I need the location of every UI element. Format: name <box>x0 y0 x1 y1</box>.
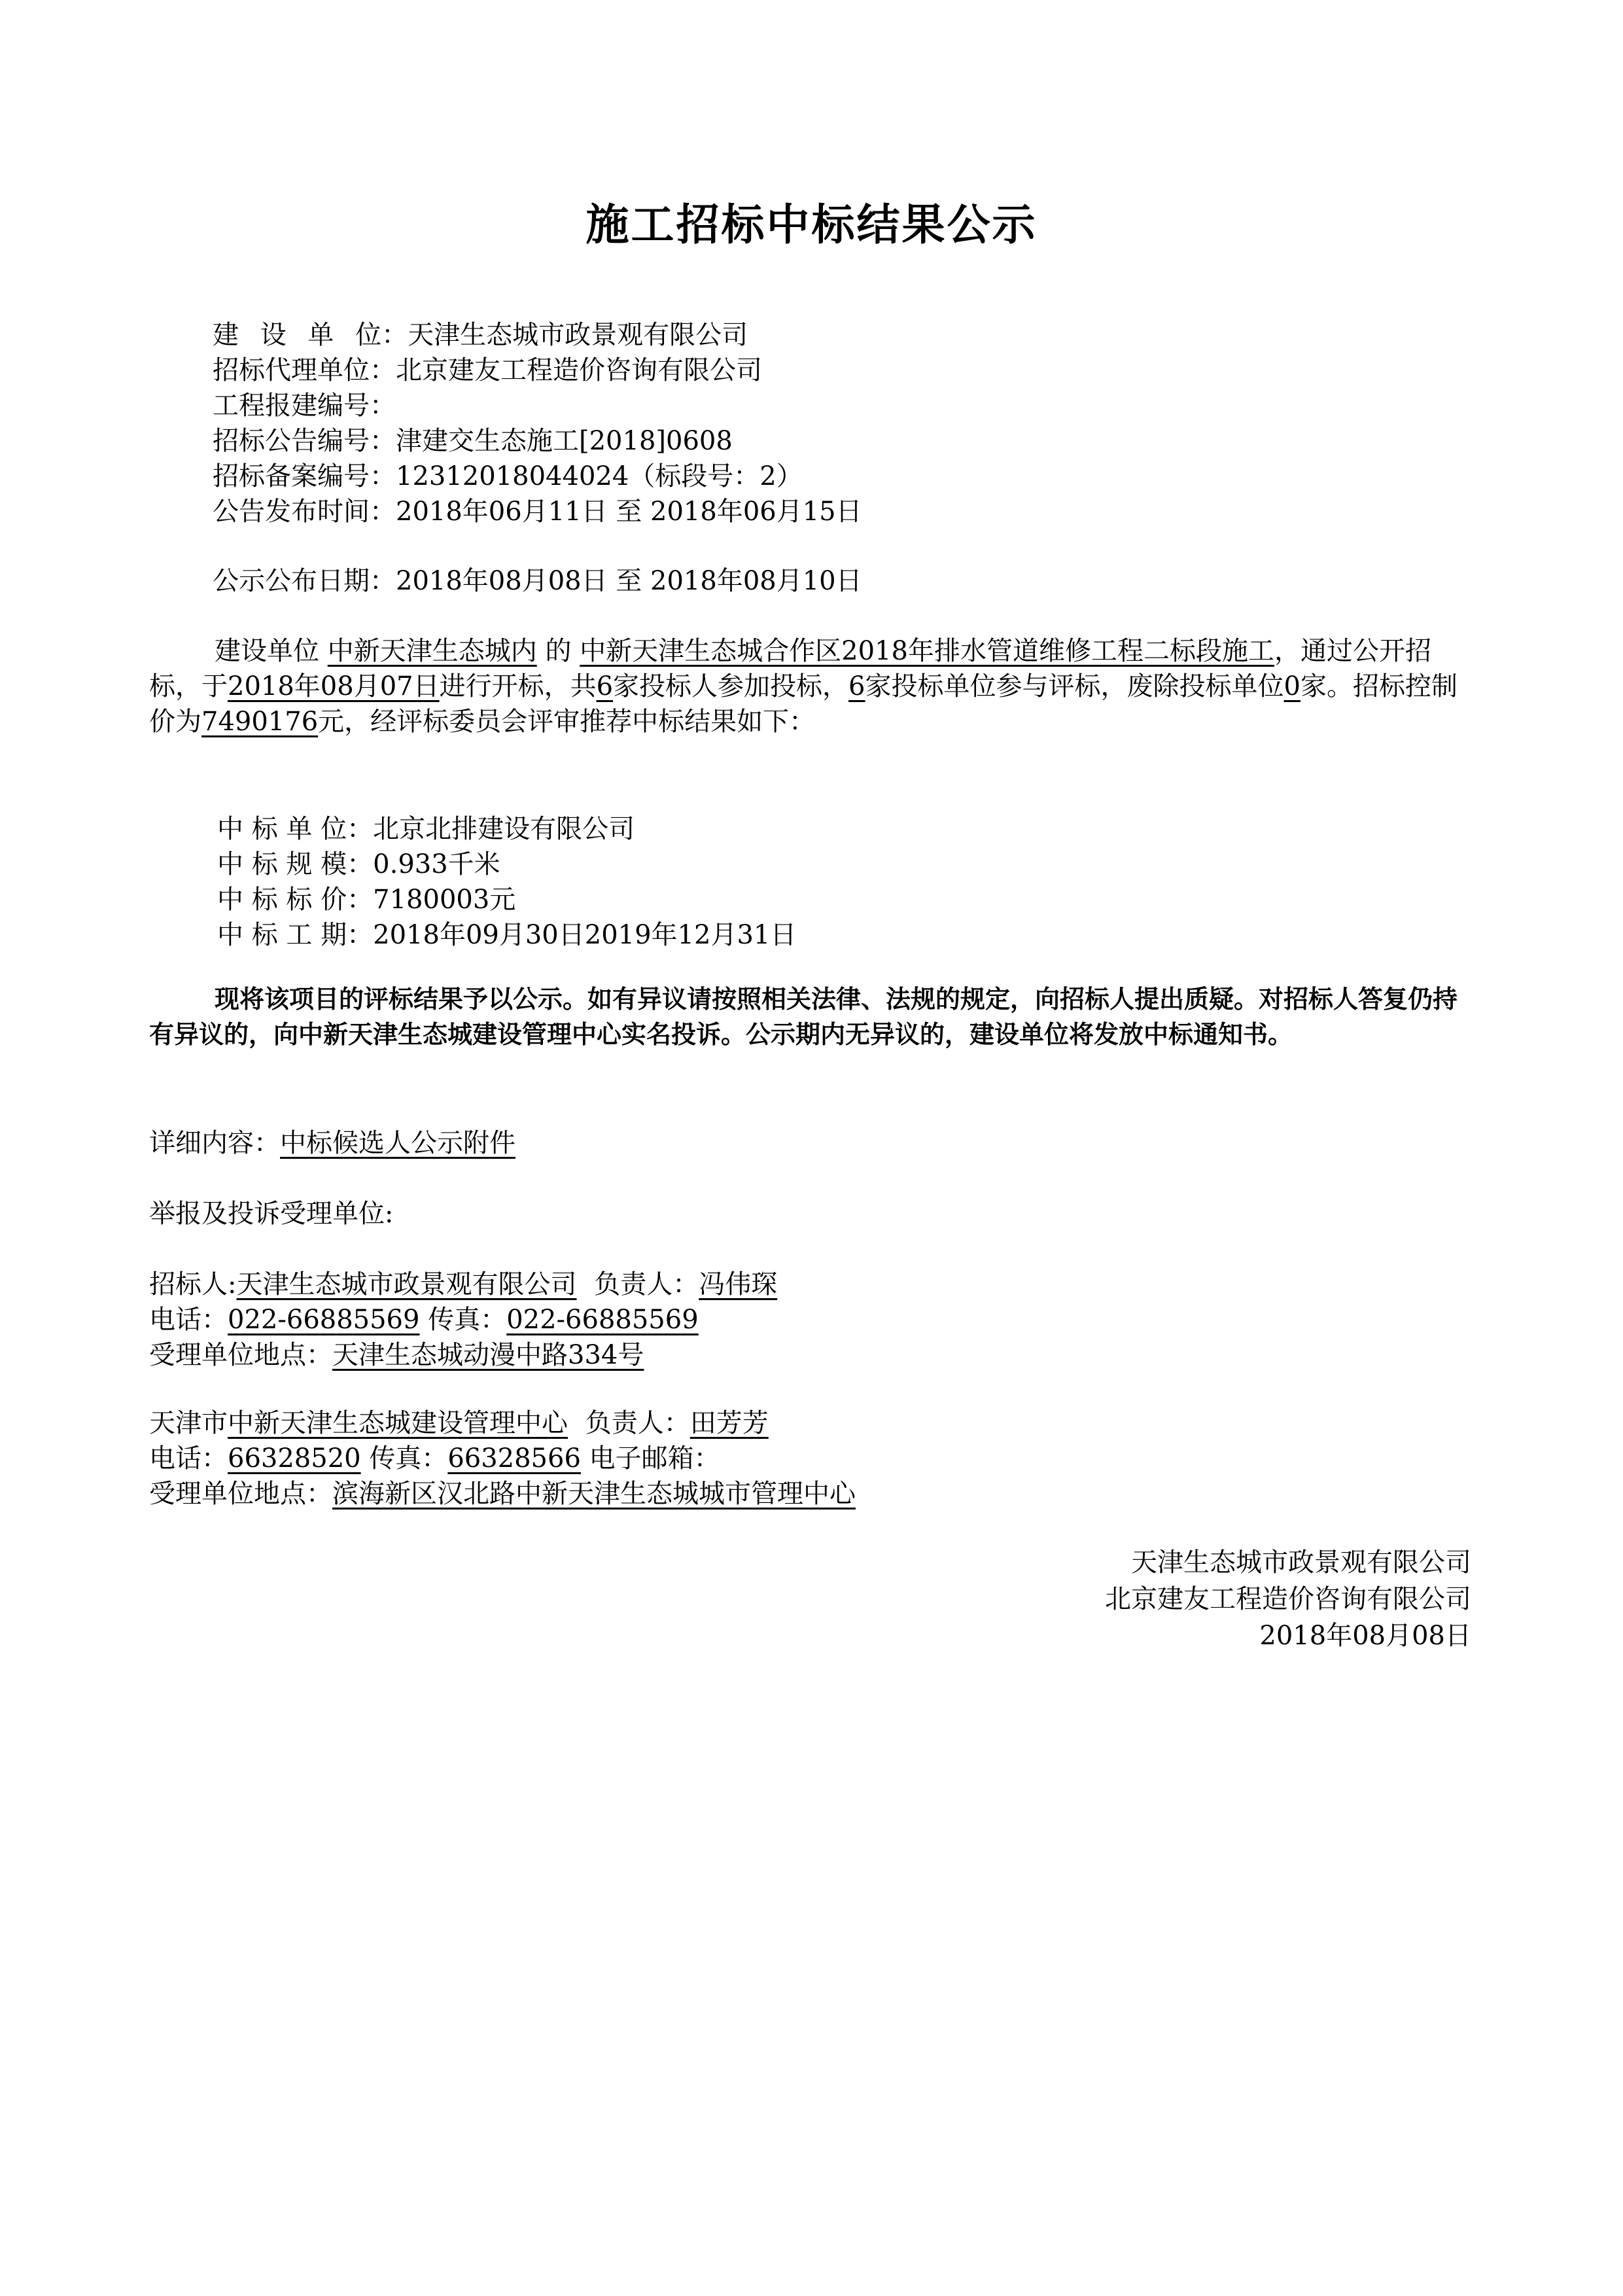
tenderer-fax: 022-66885569 <box>506 1305 699 1335</box>
authority-fax: 66328566 <box>447 1443 581 1474</box>
objection-notice: 现将该项目的评标结果予以公示。如有异议请按照相关法律、法规的规定，向招标人提出质疑。对招标人答复仍持有异议的，向中新天津生态城建设管理中心实名投诉。公示期内无异议的，建设单位将发放中标通知书。 <box>149 985 1458 1049</box>
winner-unit-label: 中 标 单 位： <box>217 814 374 844</box>
tenderer-phone-label: 电话： <box>149 1305 228 1335</box>
authority-address-row <box>149 1476 856 1511</box>
signature-line2: 北京建友工程造价咨询有限公司 <box>1105 1584 1471 1614</box>
detail-row <box>149 1125 515 1161</box>
summary-text: 家。招标控制价为 <box>149 671 1457 737</box>
project-link[interactable]: 中新天津生态城合作区2018年排水管道维修工程二标段施工 <box>580 636 1274 666</box>
tenderer-row <box>149 1267 777 1302</box>
build-unit-label: 建 设 单 位： <box>213 320 408 350</box>
project-info <box>213 317 862 599</box>
public-date-label: 公示公布日期： <box>213 566 396 596</box>
record-no-label: 招标备案编号： <box>213 461 396 491</box>
notice-no-label: 招标公告编号： <box>213 426 396 456</box>
summary-text: 建设单位 <box>215 636 319 666</box>
authority-contact-row <box>149 1441 856 1476</box>
tenderer-address-row <box>149 1337 777 1373</box>
winner-unit-value: 北京北排建设有限公司 <box>373 814 635 844</box>
summary-paragraph <box>149 633 1477 739</box>
authority-row <box>149 1405 856 1441</box>
summary-text: 家投标人参加投标， <box>613 671 849 701</box>
winner-period-value: 2018年09月30日2019年12月31日 <box>373 920 797 950</box>
winner-info <box>217 811 796 953</box>
public-date-row <box>213 563 862 599</box>
control-price: 7490176 <box>201 707 319 737</box>
evaluated-count: 6 <box>848 671 865 701</box>
summary-text: 的 <box>545 636 572 666</box>
authority-prefix: 天津市 <box>149 1408 228 1438</box>
tenderer-contact-row <box>149 1302 777 1337</box>
detail-label: 详细内容： <box>149 1128 280 1158</box>
winner-period-label: 中 标 工 期： <box>217 920 374 950</box>
tenderer-address: 天津生态城动漫中路334号 <box>332 1340 644 1370</box>
complaint-title: 举报及投诉受理单位: <box>149 1199 394 1229</box>
winner-price-row <box>217 882 796 917</box>
authority-person-label: 负责人： <box>585 1408 690 1438</box>
project-no-row <box>213 388 862 423</box>
publish-time-value: 2018年06月11日 至 2018年06月15日 <box>396 497 862 527</box>
tenderer-fax-label: 传真： <box>428 1305 507 1335</box>
authority-address: 滨海新区汉北路中新天津生态城城市管理中心 <box>332 1479 856 1509</box>
winner-scale-value: 0.933千米 <box>373 849 500 879</box>
agent-row <box>213 353 862 388</box>
winner-period-row <box>217 917 796 953</box>
authority-person: 田芳芳 <box>689 1408 769 1438</box>
tenderer-person-label: 负责人： <box>594 1269 699 1299</box>
authority-fax-label: 传真： <box>369 1443 448 1474</box>
tenderer-address-label: 受理单位地点： <box>149 1340 332 1370</box>
page-title: 施工招标中标结果公示 <box>585 200 1038 250</box>
signature-line1: 天津生态城市政景观有限公司 <box>1131 1547 1471 1578</box>
public-date-value: 2018年08月08日 至 2018年08月10日 <box>396 566 862 596</box>
winner-price-label: 中 标 标 价： <box>217 885 374 915</box>
tenderer-person: 冯伟琛 <box>699 1269 778 1299</box>
winner-scale-row <box>217 847 796 882</box>
winner-scale-label: 中 标 规 模： <box>217 849 374 879</box>
authority-email-label: 电子邮箱： <box>589 1443 720 1474</box>
agent-value: 北京建友工程造价咨询有限公司 <box>396 355 762 385</box>
authority-address-label: 受理单位地点： <box>149 1479 332 1509</box>
summary-text: 进行开标，共 <box>439 671 597 701</box>
tenderer-phone: 022-66885569 <box>228 1305 420 1335</box>
open-date: 2018年08月07日 <box>228 671 440 701</box>
publish-time-row <box>213 494 862 529</box>
record-no-row <box>213 459 862 494</box>
agent-label: 招标代理单位： <box>213 355 396 385</box>
summary-text: 家投标单位参与评标，废除投标单位 <box>865 671 1284 701</box>
summary-text: 元，经评标委员会评审推荐中标结果如下： <box>318 707 816 737</box>
signature-date: 2018年08月08日 <box>1259 1621 1471 1651</box>
project-no-label: 工程报建编号： <box>213 391 396 421</box>
rejected-count: 0 <box>1283 671 1300 701</box>
tenderer-link[interactable]: 天津生态城市政景观有限公司 <box>236 1269 577 1299</box>
winner-price-value: 7180003元 <box>373 885 516 915</box>
notice-no-value: 津建交生态施工[2018]0608 <box>396 426 733 456</box>
attachment-link[interactable]: 中标候选人公示附件 <box>280 1128 515 1158</box>
build-unit-row <box>213 317 862 353</box>
authority-link[interactable]: 中新天津生态城建设管理中心 <box>228 1408 568 1438</box>
build-unit-link[interactable]: 中新天津生态城内 <box>327 636 537 666</box>
authority-info <box>149 1405 856 1511</box>
authority-phone: 66328520 <box>228 1443 361 1474</box>
tenderer-label: 招标人: <box>149 1269 237 1299</box>
record-no-value: 12312018044024（标段号：2） <box>396 461 803 491</box>
notice-no-row <box>213 423 862 459</box>
bidder-count: 6 <box>596 671 614 701</box>
winner-unit-row <box>217 811 796 847</box>
tenderer-info <box>149 1267 777 1373</box>
summary-text: ，通过公开招标，于 <box>149 636 1431 701</box>
build-unit-value: 天津生态城市政景观有限公司 <box>408 320 748 350</box>
publish-time-label: 公告发布时间： <box>213 497 396 527</box>
signature-block <box>1105 1544 1471 1654</box>
authority-phone-label: 电话： <box>149 1443 228 1474</box>
